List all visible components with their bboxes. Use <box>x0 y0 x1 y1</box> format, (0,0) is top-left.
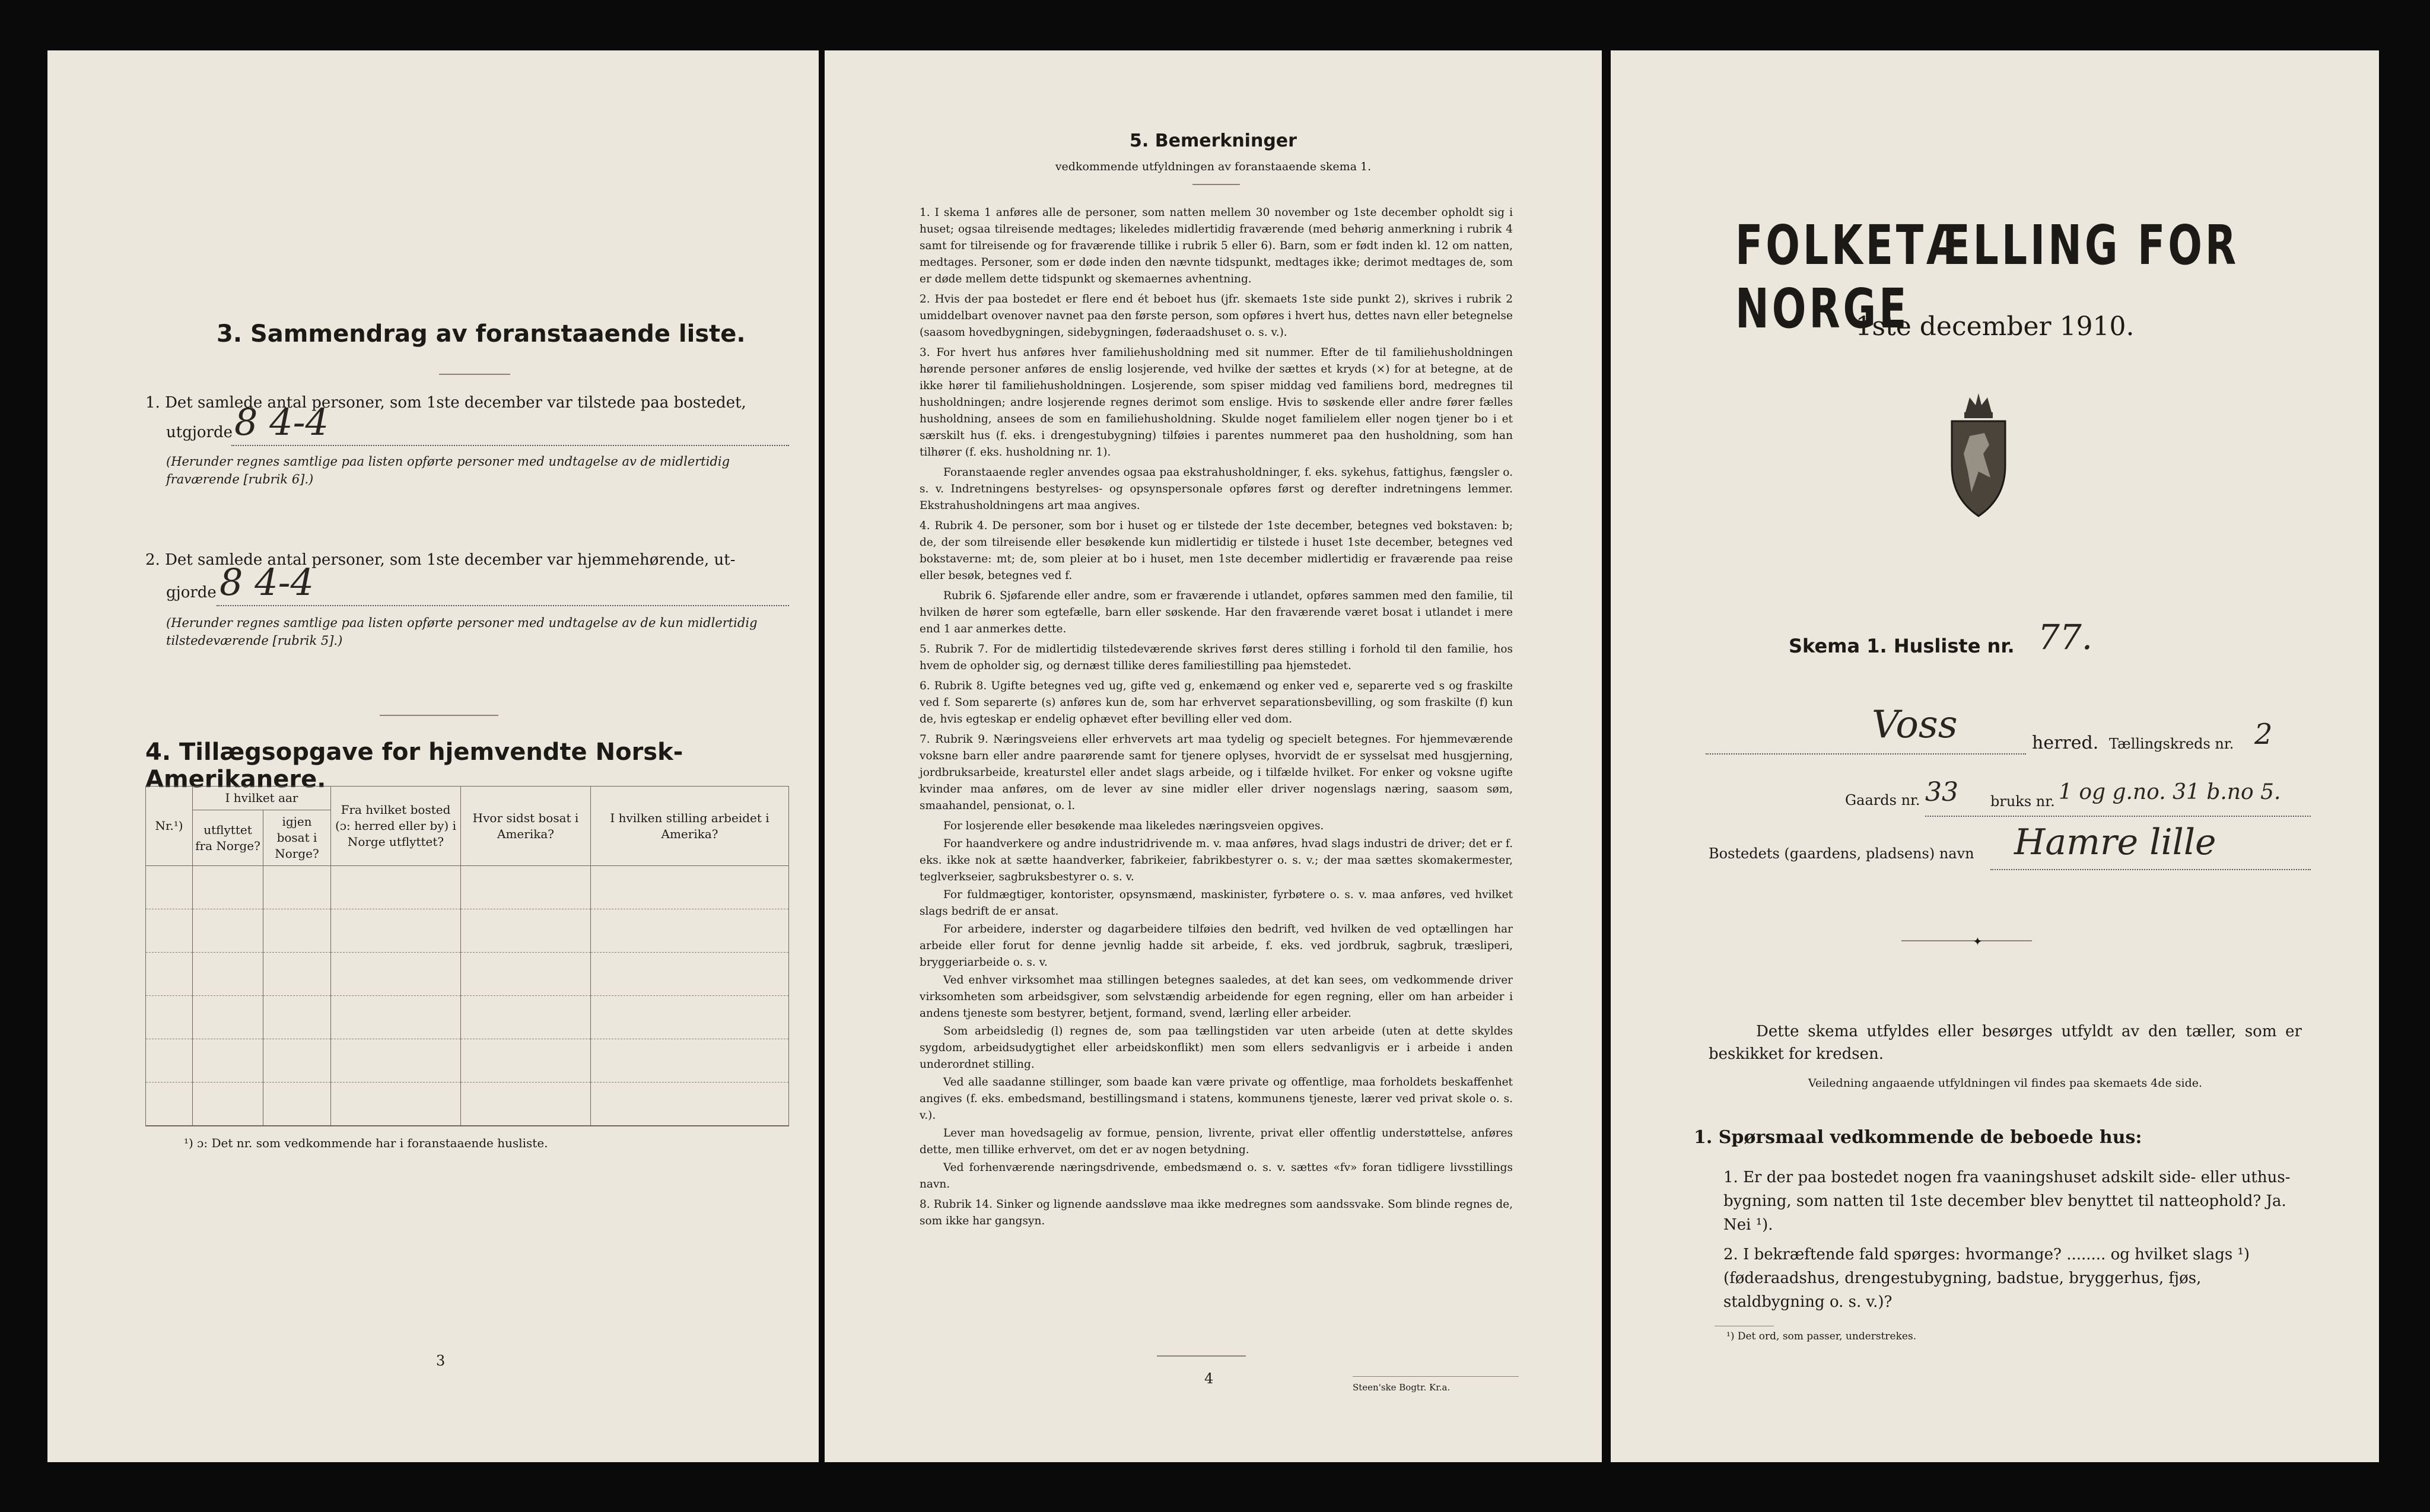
remarks-subtitle: vedkommende utfyldningen av foranstaaende skema 1. <box>1055 160 1372 173</box>
page-3 <box>47 50 819 1462</box>
herred-label: herred. <box>2032 733 2099 753</box>
section-3-item-1-label: utgjorde <box>166 424 233 441</box>
section-3-item-1-value[interactable]: 8 4-4 <box>234 400 329 444</box>
bruks-label: bruks nr. <box>1990 793 2055 810</box>
remark-8: 8. Rubrik 14. Sinker og lignende aandssløve maa ikke medregnes som aandssvake. Som blinde regnes de, som ikke har gangsyn. <box>920 1198 1513 1227</box>
question-1: 1. Er der paa bostedet nogen fra vaaningshuset adskilt side- eller uthus-bygning, som natten til 1ste december blev benyttet til natteophold? Ja. Nei ¹). <box>1723 1169 2291 1234</box>
remark-7i: Lever man hovedsagelig av formue, pension, livrente, privat eller offentlig understøttelse, anføres dette, men tillike erhvervet, om det er av nogen betydning. <box>920 1127 1513 1156</box>
table-row[interactable] <box>146 996 789 1039</box>
remark-7h: Ved alle saadanne stillinger, som baade kan være private og offentlige, maa forholdets beskaffenhet angives (f. eks. embedsmand, bestillingsmand i statens, kommunens tjeneste, lærer ved privat skole o. s. v.). <box>920 1076 1513 1122</box>
section-3-item-1-text: 1. Det samlede antal personer, som 1ste december var tilstede paa bostedet, <box>145 394 746 412</box>
cover-page <box>1611 50 2379 1462</box>
remark-4b: Rubrik 6. Sjøfarende eller andre, som er fraværende i utlandet, opføres sammen med den familie, til hvilken de hører som egtefælle, barn eller søskende. Har den fraværende været bosat i utlandet i mere end 1 aar anmerkes dette. <box>920 590 1513 635</box>
table-row[interactable] <box>146 909 789 953</box>
section-3-title: 3. Sammendrag av foranstaaende liste. <box>217 320 746 348</box>
skema-label: Skema 1. Husliste nr. <box>1789 635 2015 657</box>
husliste-nr[interactable]: 77. <box>2038 617 2093 657</box>
remarks-body <box>920 205 1513 1233</box>
table-row[interactable] <box>146 1039 789 1083</box>
section-3-item-2-label: gjorde <box>166 584 217 601</box>
questions-header: 1. Spørsmaal vedkommende de beboede hus: <box>1694 1127 2142 1148</box>
remark-5: 5. Rubrik 7. For de midlertidig tilstedeværende skrives først deres stilling i forhold til den familie, hos hvem de opholder sig, og dernæst tillike deres familiestilling paa hjemstedet. <box>920 643 1513 672</box>
gaards-value[interactable]: 33 <box>1925 777 1958 807</box>
krets-label: Tællingskreds nr. <box>2109 736 2234 752</box>
remark-7e: For arbeidere, inderster og dagarbeidere tilføies den bedrift, ved hvilken de ved optællingen har arbeide eller forut for denne jevnlig hadde sit arbeide, f. eks. ved jordbruk, sagbruk, træsliperi, bryggeriarbeide o. s. v. <box>920 923 1513 969</box>
remark-6: 6. Rubrik 8. Ugifte betegnes ved ug, gifte ved g, enkemænd og enker ved e, separerte ved s og fraskilte ved f. Som separerte (s) anføres kun de, som har erhvervet separationsbevilling, og som fraskilte (f) kun de, hvis egteskap er endelig ophævet efter bevilling eller ved dom. <box>920 680 1513 725</box>
info-small: Veiledning angaaende utfyldningen vil findes paa skemaets 4de side. <box>1808 1077 2203 1090</box>
herred-value[interactable]: Voss <box>1872 703 1958 747</box>
remark-7j: Ved forhenværende næringsdrivende, embedsmænd o. s. v. sættes «fv» foran tidligere livsstillings navn. <box>920 1161 1513 1190</box>
question-1-answer[interactable]: Ja. Nei ¹). <box>1723 1192 2286 1234</box>
col-stilling: I hvilken stilling arbeidet i Amerika? <box>591 787 789 866</box>
remark-7d: For fuldmægtiger, kontorister, opsynsmænd, maskinister, fyrbøtere o. s. v. maa anføres, ved hvilket slags bedrift de er ansat. <box>920 889 1513 918</box>
section-3-item-1-note: (Herunder regnes samtlige paa listen opførte personer med undtagelse av de midlertidig fraværende [rubrik 6].) <box>166 454 730 486</box>
col-hvor-sidst-bosat: Hvor sidst bosat i Amerika? <box>461 787 591 866</box>
page-number-4: 4 <box>1204 1370 1214 1387</box>
remark-1: 1. I skema 1 anføres alle de personer, som natten mellem 30 november og 1ste december opholdt sig i huset; ogsaa tilreisende medtages; likeledes midlertidig fraværende (med behørig anmerkning i rubrik 4 samt for tilreisende og for fraværende tillike i rubrik 5 eller 6). Barn, som er født inden kl. 12 om natten, medtages. Personer, som er døde inden den nævnte tidspunkt, medtages ikke; derimot medtages de, som er døde mellem dette tidspunkt og skemaernes avhentning. <box>920 206 1513 285</box>
cover-footnote: ¹) Det ord, som passer, understrekes. <box>1726 1330 1917 1342</box>
bruks-value[interactable]: 1 og g.no. 31 b.no 5. <box>2059 780 2281 804</box>
remark-3b: Foranstaaende regler anvendes ogsaa paa ekstrahusholdninger, f. eks. sykehus, fattighus, fængsler o. s. v. Indretningens bestyrelses- og opsynspersonale opføres først og derefter indretningens lemmer. Ekstrahusholdningens art maa angives. <box>920 466 1513 512</box>
remarks-title: 5. Bemerkninger <box>1130 130 1297 151</box>
col-igjen-bosat: igjen bosat i Norge? <box>263 810 331 866</box>
remark-7: 7. Rubrik 9. Næringsveiens eller erhvervets art maa tydelig og specielt betegnes. For hjemmeværende voksne barn eller andre paarørende samt for tjenere oplyses, hvorvidt de er sysselsat med husgjerning, jordbruksarbeide, kreaturstel eller andet slags arbeide, og i tilfælde hvilket. For enker og voksne ugifte kvinder maa anføres, om de lever av sine midler eller driver nogenslags næring, saasom søm, smaahandel, pensionat, o. l. <box>920 733 1513 812</box>
info-text: Dette skema utfyldes eller besørges utfyldt av den tæller, som er beskikket for kredsen. <box>1709 1023 2302 1063</box>
section-3-item-2-text: 2. Det samlede antal personer, som 1ste december var hjemmehørende, ut- <box>145 551 736 569</box>
col-utflyttet: utflyttet fra Norge? <box>193 810 263 866</box>
col-fra-hvilket-bosted: Fra hvilket bosted (ɔ: herred eller by) i Norge utflyttet? <box>331 787 461 866</box>
table-row[interactable] <box>146 953 789 996</box>
norsk-amerikanere-table <box>145 786 789 1126</box>
remark-2: 2. Hvis der paa bostedet er flere end ét beboet hus (jfr. skemaets 1ste side punkt 2), skrives i rubrik 2 umiddelbart ovenover navnet paa den første person, som opføres i hvert hus, dettes navn eller betegnelse (saasom hovedbygningen, sidebygningen, føderaadshuset o. s. v.). <box>920 293 1513 339</box>
page-4 <box>825 50 1602 1462</box>
bosted-label: Bostedets (gaardens, pladsens) navn <box>1709 845 1974 862</box>
col-group-hvilket-aar: I hvilket aar <box>193 787 331 810</box>
remark-7f: Ved enhver virksomhet maa stillingen betegnes saaledes, at det kan sees, om vedkommende driver virksomheten som arbeidsgiver, som selvstændig arbeidende for egen regning, eller om han arbeider i andens tjeneste som bestyrer, betjent, formand, svend, lærling eller arbeider. <box>920 974 1513 1020</box>
table-row[interactable] <box>146 866 789 909</box>
remark-7b: For losjerende eller besøkende maa likeledes næringsveien opgives. <box>943 820 1324 832</box>
section-3-item-2-note: (Herunder regnes samtlige paa listen opførte personer med undtagelse av de kun midlertidig tilstedeværende [rubrik 5].) <box>166 616 758 648</box>
section-3-item-2-value[interactable]: 8 4-4 <box>220 561 314 604</box>
main-title: FOLKETÆLLING FOR NORGE <box>1735 214 2240 340</box>
remark-4: 4. Rubrik 4. De personer, som bor i huset og er tilstede der 1ste december, betegnes ved bokstaven: b; de, der som tilreisende eller besøkende kun midlertidig er tilstede i huset 1ste december, betegnes ved bokstaverne: mt; de, som pleier at bo i huset, men 1ste december midlertidig er fraværende paa reise eller besøk, betegnes ved f. <box>920 520 1513 582</box>
krets-value[interactable]: 2 <box>2254 718 2273 751</box>
question-2: 2. I bekræftende fald spørges: hvormange? ........ og hvilket slags ¹) (føderaadshus, drengestubygning, badstue, bryggerhus, fjøs, staldbygning o. s. v.)? <box>1723 1246 2250 1311</box>
remark-3: 3. For hvert hus anføres hver familiehusholdning med sit nummer. Efter de til familiehusholdningen hørende personer anføres de enslig losjerende, ved hvilke der sættes et kryds (×) for at betegne, at de ikke hører til familiehusholdningen. Losjerende, som spiser middag ved familiens bord, medregnes til husholdningen; andre losjerende regnes derimot som enslige. Hvis to søskende eller andre fører fælles husholdning, ansees de som en familiehusholdning. Skulde noget familielem eller nogen tjener bo i et særskilt hus (f. eks. i drengestubygning) tilføies i parentes nummeret paa den husholdning, som han tilhører (f. eks. husholdning nr. 1). <box>920 346 1513 459</box>
page-number-3: 3 <box>436 1352 446 1369</box>
census-date: 1ste december 1910. <box>1855 311 2135 342</box>
table-row[interactable] <box>146 1083 789 1126</box>
section-4-footnote: ¹) ɔ: Det nr. som vedkommende har i foranstaaende husliste. <box>184 1136 548 1150</box>
coat-of-arms-icon <box>1943 389 2014 519</box>
section-4-title: 4. Tillægsopgave for hjemvendte Norsk-Amerikanere. <box>145 739 683 793</box>
remark-7g: Som arbeidsledig (l) regnes de, som paa tællingstiden var uten arbeide (uten at dette skyldes sygdom, arbeidsudygtighet eller arbeidskonflikt) men som ellers sedvanligvis er i arbeide i anden underordnet stilling. <box>920 1025 1513 1071</box>
bosted-value[interactable]: Hamre lille <box>2014 822 2216 863</box>
ornament-icon: ✦ <box>1973 934 1983 948</box>
remark-7c: For haandverkere og andre industridrivende m. v. maa anføres, hvad slags industri de driver; det er f. eks. ikke nok at sætte haandverker, fabrikeier, fabrikbestyrer o. s. v.; der maa sættes skomakermester, teglverkseier, sagbruksbestyrer o. s. v. <box>920 838 1513 883</box>
col-nr: Nr.¹) <box>146 787 193 866</box>
printer-mark: Steen'ske Bogtr. Kr.a. <box>1353 1382 1451 1393</box>
gaards-label: Gaards nr. <box>1845 792 1920 808</box>
